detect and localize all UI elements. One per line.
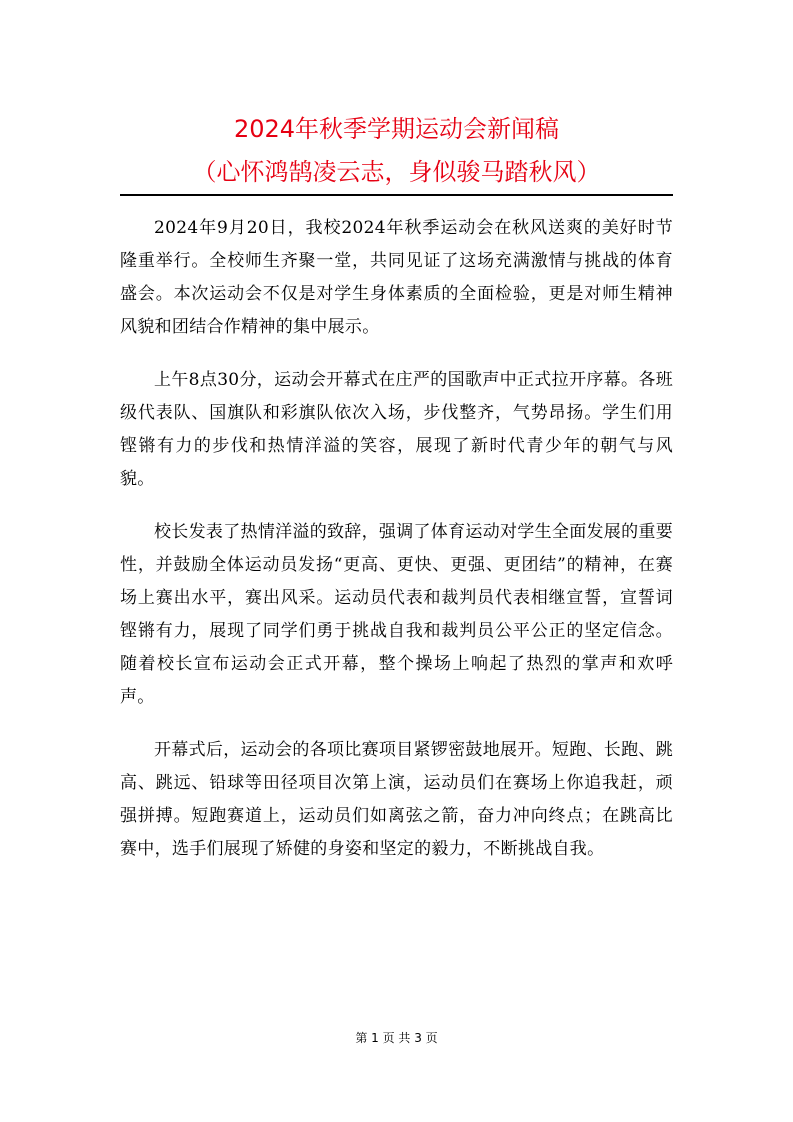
- paragraph-2: 上午8点30分，运动会开幕式在庄严的国歌声中正式拉开序幕。各班级代表队、国旗队和彩旗队依次入场，步伐整齐，气势昂扬。学生们用铿锵有力的步伐和热情洋溢的笑容，展现了新时代青少年的朝气与风貌。: [120, 370, 673, 489]
- paragraph-4: 开幕式后，运动会的各项比赛项目紧锣密鼓地展开。短跑、长跑、跳高、跳远、铅球等田径项目次第上演，运动员们在赛场上你追我赶，顽强拼搏。短跑赛道上，运动员们如离弦之箭，奋力冲向终点；在跳高比赛中，选手们展现了矫健的身姿和坚定的毅力，不断挑战自我。: [120, 740, 673, 859]
- document-subtitle: （心怀鸿鹄凌云志，身似骏马踏秋风）: [192, 158, 601, 186]
- title-divider: [120, 194, 673, 196]
- paragraph-3: 校长发表了热情洋溢的致辞，强调了体育运动对学生全面发展的重要性，并鼓励全体运动员发扬“更高、更快、更强、更团结”的精神，在赛场上赛出水平，赛出风采。运动员代表和裁判员代表相继宣誓，宣誓词铿锵有力，展现了同学们勇于挑战自我和裁判员公平公正的坚定信念。随着校长宣布运动会正式开幕，整个操场上响起了热烈的掌声和欢呼声。: [120, 522, 673, 707]
- paragraph-1: 2024年9月20日，我校2024年秋季运动会在秋风送爽的美好时节隆重举行。全校师生齐聚一堂，共同见证了这场充满激情与挑战的体育盛会。本次运动会不仅是对学生身体素质的全面检验，更是对师生精神风貌和团结合作精神的集中展示。: [120, 218, 673, 337]
- document-title: 2024年秋季学期运动会新闻稿: [233, 115, 560, 143]
- page-number-footer: 第 1 页 共 3 页: [355, 1031, 438, 1045]
- article-body: [120, 212, 673, 886]
